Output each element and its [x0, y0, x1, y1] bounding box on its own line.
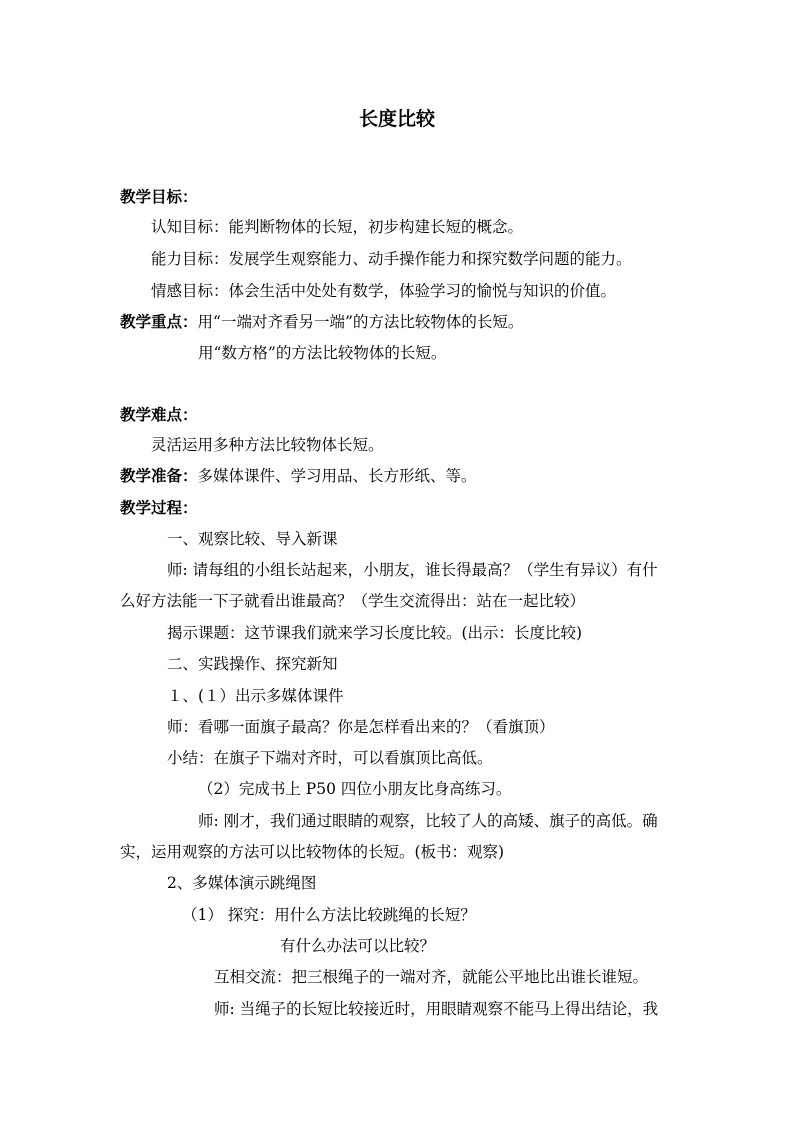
preparation-row — [120, 465, 477, 487]
section-2-item-9: 互相交流：把三根绳子的一端对齐，就能公平地比出谁长谁短。 — [214, 968, 649, 986]
preparation-text: 多媒体课件、学习用品、长方形纸、等。 — [197, 467, 477, 485]
difficulties-heading: 教学难点： — [120, 405, 198, 424]
section-2-item-4: （2）完成书上 P50 四位小朋友比身高练习。 — [198, 780, 512, 798]
section-2-item-8: 有什么办法可以比较？ — [280, 937, 436, 955]
section-2-item-1: １、(１）出示多媒体课件 — [167, 687, 344, 705]
goals-heading: 教学目标： — [120, 187, 198, 206]
section-1-title: 一、观察比较、导入新课 — [167, 530, 338, 548]
key-point-1: 用“一端对齐看另一端”的方法比较物体的长短。 — [197, 313, 524, 331]
difficulties-text: 灵活运用多种方法比较物体长短。 — [151, 436, 384, 454]
section-2-item-7: （1） 探究：用什么方法比较跳绳的长短？ — [182, 906, 476, 924]
key-points-row — [120, 311, 523, 333]
section-2-item-10: 师: 当绳子的长短比较接近时，用眼睛观察不能马上得出结论，我 — [214, 1000, 659, 1018]
section-1-paragraph-2: 揭示课题：这节课我们就来学习长度比较。(出示：长度比较) — [167, 624, 583, 642]
section-2-item-6: 2、多媒体演示跳绳图 — [167, 874, 317, 892]
process-heading: 教学过程： — [120, 498, 198, 517]
section-2-item-5b: 实，运用观察的方法可以比较物体的长短。(板书：观察) — [120, 843, 505, 861]
section-1-paragraph-1b: 么好方法能一下子就看出谁最高？（学生交流得出：站在一起比较） — [120, 592, 586, 610]
key-point-2: 用“数方格”的方法比较物体的长短。 — [198, 344, 447, 362]
section-2-item-2: 师：看哪一面旗子最高？你是怎样看出来的？（看旗顶） — [167, 718, 555, 736]
goal-ability: 能力目标：发展学生观察能力、动手操作能力和探究数学问题的能力。 — [151, 250, 632, 268]
preparation-heading: 教学准备： — [120, 466, 198, 485]
section-2-item-3: 小结：在旗子下端对齐时，可以看旗顶比高低。 — [167, 749, 493, 767]
key-points-heading: 教学重点： — [120, 312, 198, 331]
goal-emotion: 情感目标：体会生活中处处有数学，体验学习的愉悦与知识的价值。 — [151, 282, 617, 300]
goal-cognitive: 认知目标：能判断物体的长短，初步构建长短的概念。 — [151, 218, 524, 236]
section-2-title: 二、实践操作、探究新知 — [167, 655, 338, 673]
section-2-item-5a: 师: 刚才，我们通过眼睛的观察，比较了人的高矮、旗子的高低。确 — [198, 812, 658, 830]
section-1-paragraph-1a: 师: 请每组的小组长站起来，小朋友，谁长得最高？（学生有异议）有什 — [167, 561, 658, 579]
document-title: 长度比较 — [358, 108, 435, 130]
